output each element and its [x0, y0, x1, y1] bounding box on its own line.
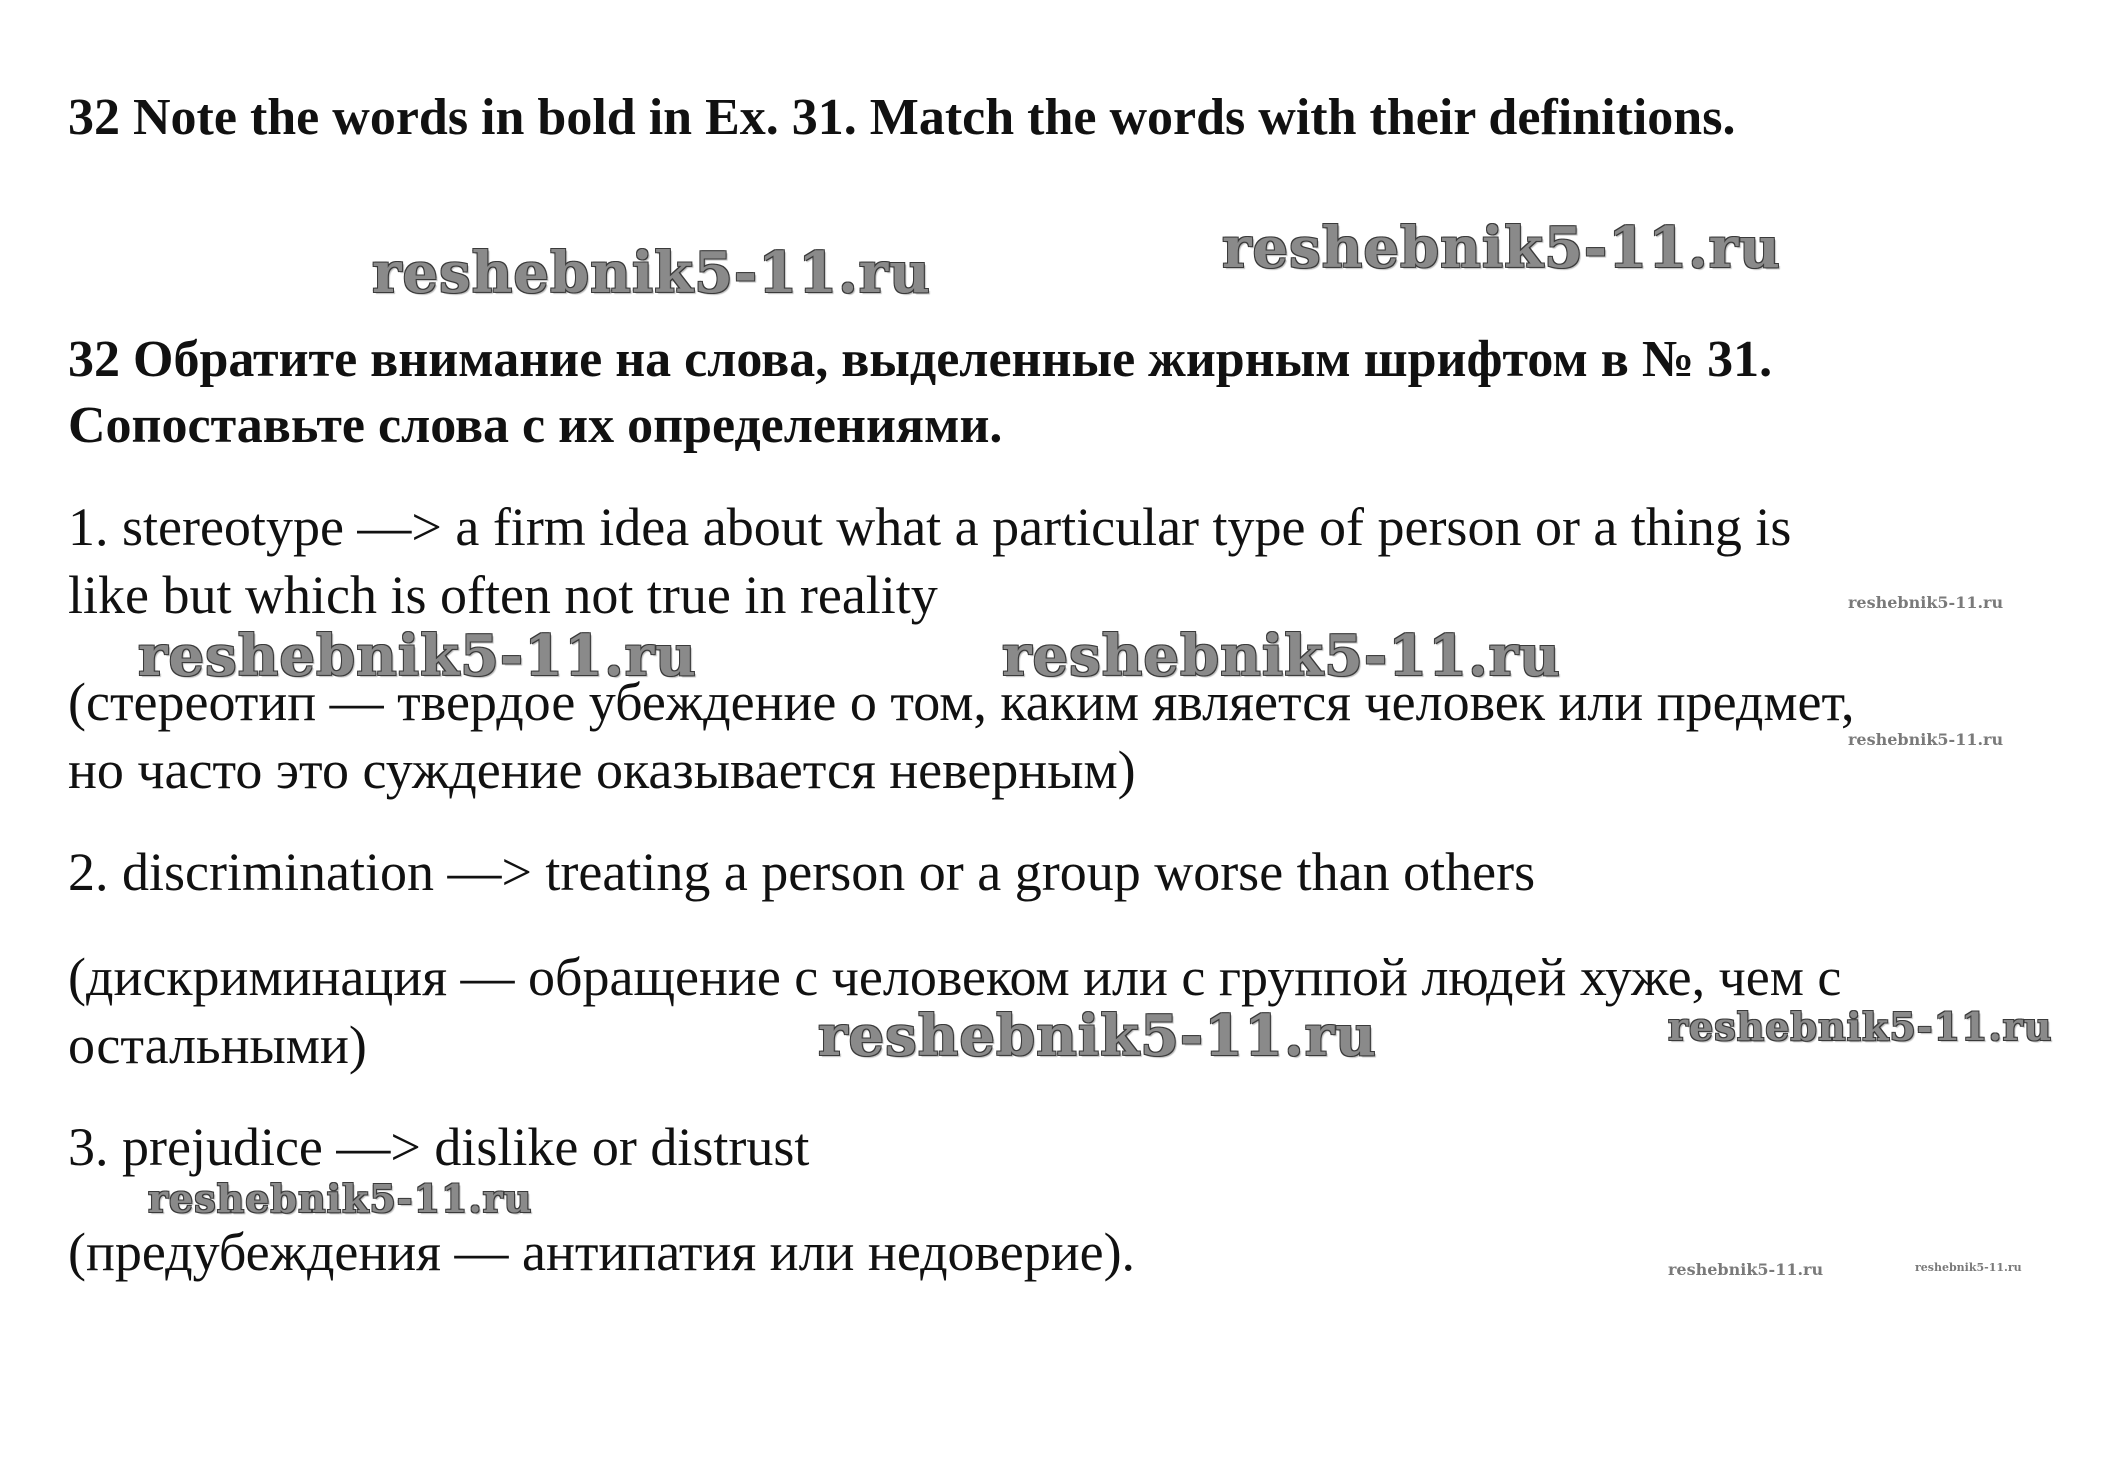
watermark: reshebnik5-11.ru — [1002, 623, 1561, 689]
watermark: reshebnik5-11.ru — [818, 1003, 1377, 1069]
watermark: reshebnik5-11.ru — [1222, 215, 1781, 281]
watermark: reshebnik5-11.ru — [1668, 1004, 2053, 1049]
watermark: reshebnik5-11.ru — [138, 623, 697, 689]
watermark: reshebnik5-11.ru — [1848, 593, 2004, 612]
watermark: reshebnik5-11.ru — [1668, 1260, 1824, 1279]
item-1-translation-line-2: но часто это суждение оказывается неверным) — [68, 740, 1136, 800]
item-1-definition-line-2: like but which is often not true in reality — [68, 565, 938, 625]
item-2-definition: 2. discrimination —> treating a person or a group worse than others — [68, 842, 1536, 902]
watermark: reshebnik5-11.ru — [1848, 730, 2004, 749]
watermark: reshebnik5-11.ru — [372, 240, 931, 306]
watermark: reshebnik5-11.ru — [148, 1176, 533, 1221]
item-3-translation: (предубеждения — антипатия или недоверие). — [68, 1222, 1136, 1282]
item-2-translation-line-2: остальными) — [68, 1015, 367, 1075]
item-1-translation-line-1: (стереотип — твердое убеждение о том, каким является человек или предмет, — [68, 672, 1855, 732]
watermark: reshebnik5-11.ru — [1915, 1261, 2022, 1274]
task-heading-en: 32 Note the words in bold in Ex. 31. Match the words with their definitions. — [68, 89, 1736, 146]
task-heading-ru-line-2: Сопоставьте слова с их определениями. — [68, 397, 1003, 454]
item-3-definition: 3. prejudice —> dislike or distrust — [68, 1117, 810, 1177]
task-heading-ru-line-1: 32 Обратите внимание на слова, выделенные жирным шрифтом в № 31. — [68, 331, 1773, 388]
item-1-definition-line-1: 1. stereotype —> a firm idea about what a particular type of person or a thing is — [68, 497, 1792, 557]
item-2-translation-line-1: (дискриминация — обращение с человеком или с группой людей хуже, чем с — [68, 947, 1842, 1007]
